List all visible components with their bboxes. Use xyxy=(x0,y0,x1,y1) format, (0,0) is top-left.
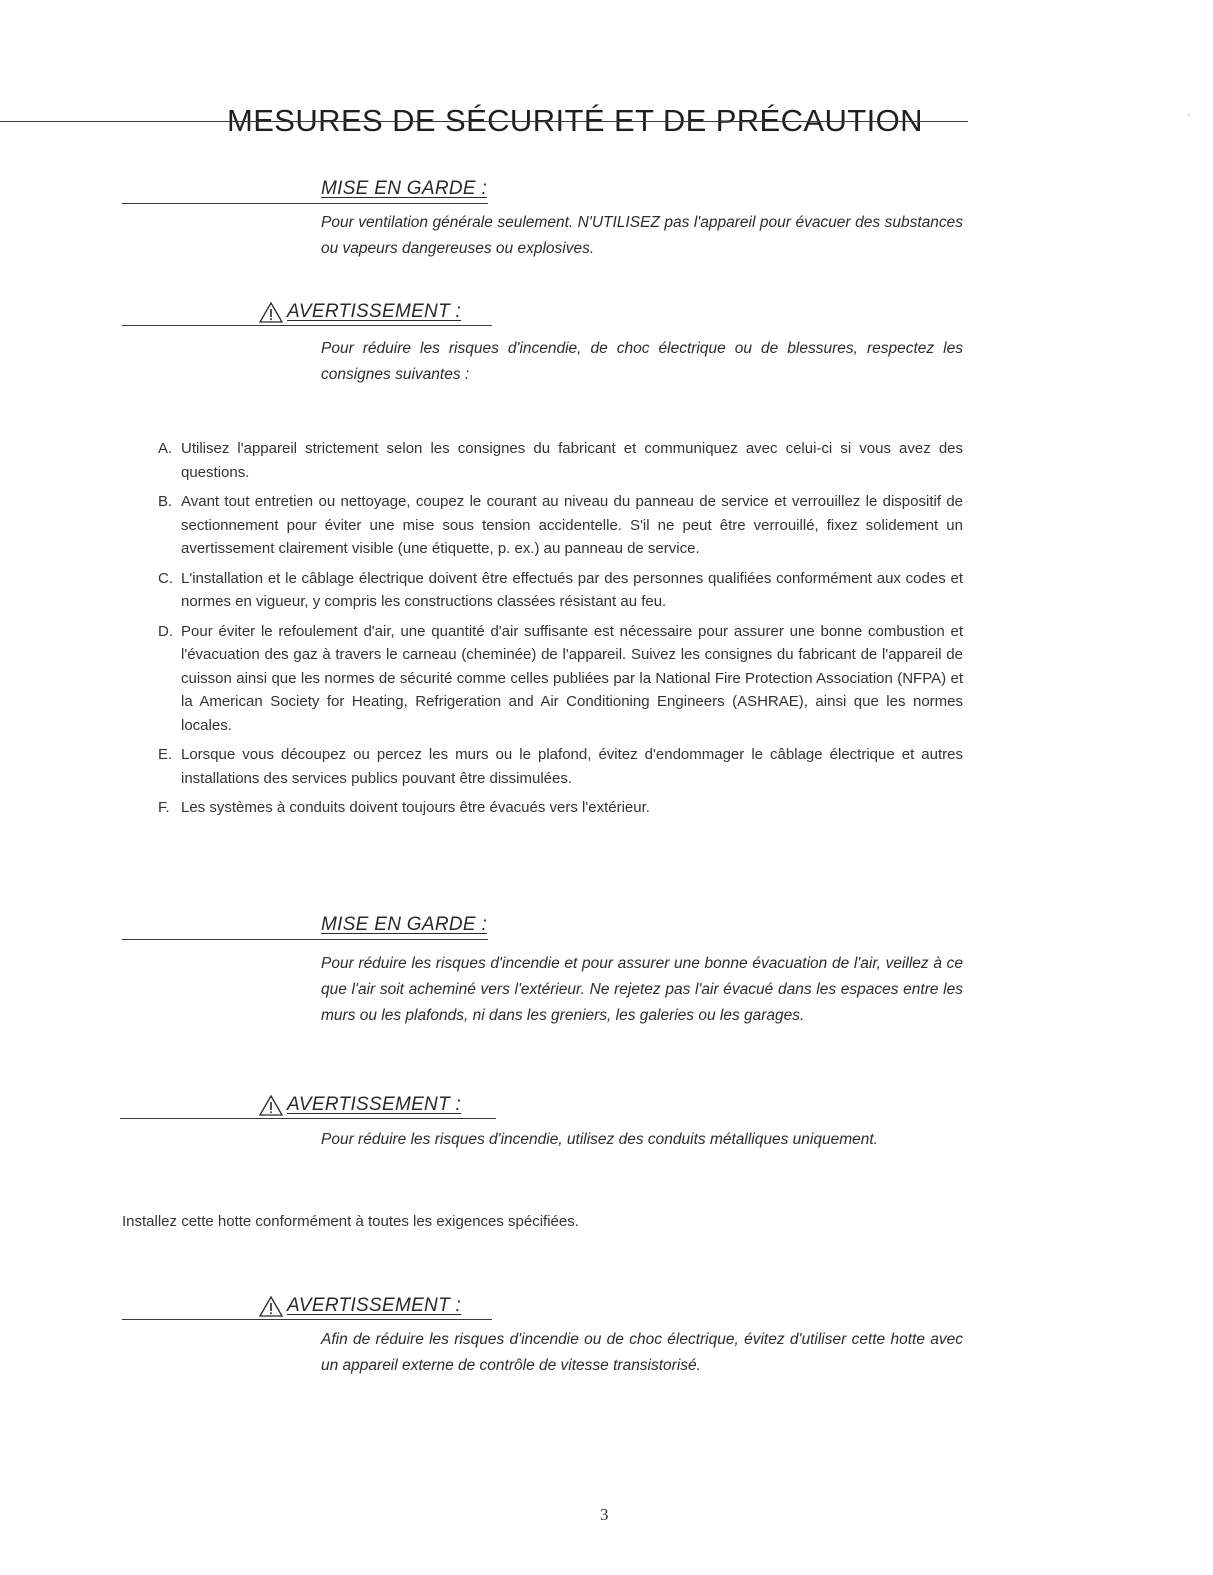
list-item-text: Utilisez l'appareil strictement selon les consignes du fabricant et communiquez avec celui-ci si vous avez des questions. xyxy=(181,440,963,481)
page-number: 3 xyxy=(600,1505,609,1524)
list-item-letter: B. xyxy=(158,493,173,510)
list-item xyxy=(155,490,963,561)
list-item-letter: D. xyxy=(158,622,173,640)
list-item-text: Lorsque vous découpez ou percez les murs ou le plafond, évitez d'endommager le câblage électrique et autres installations des services publics pouvant être dissimulées. xyxy=(181,746,963,787)
warning-triangle-icon xyxy=(259,302,283,323)
caution-heading: MISE EN GARDE : xyxy=(321,914,488,935)
instruction-list xyxy=(155,437,963,826)
caution-text: Pour ventilation générale seulement. N'UTILISEZ pas l'appareil pour évacuer des substances ou vapeurs dangereuses ou explosives. xyxy=(321,214,963,257)
scan-mark: ' xyxy=(1188,112,1190,122)
list-item-text: Les systèmes à conduits doivent toujours être évacués vers l'extérieur. xyxy=(181,799,650,816)
list-item-letter: A. xyxy=(158,440,173,457)
list-item-letter: F. xyxy=(158,799,170,816)
warning-heading: AVERTISSEMENT : xyxy=(287,1094,462,1115)
notice-rule xyxy=(122,1319,492,1320)
list-item xyxy=(155,437,963,484)
warning-heading: AVERTISSEMENT : xyxy=(287,301,462,322)
warning-heading: AVERTISSEMENT : xyxy=(287,1295,462,1316)
install-note: Installez cette hotte conformément à toutes les exigences spécifiées. xyxy=(122,1213,579,1230)
warning-text: Pour réduire les risques d'incendie, de choc électrique ou de blessures, respectez les consignes suivantes : xyxy=(321,340,963,383)
notice-rule xyxy=(122,203,488,204)
list-item xyxy=(155,796,963,820)
warning-triangle-icon xyxy=(259,1296,283,1317)
notice-rule xyxy=(120,1118,496,1119)
caution-heading: MISE EN GARDE : xyxy=(321,178,488,199)
list-item-text: Pour éviter le refoulement d'air, une quantité d'air suffisante est nécessaire pour assurer une bonne combustion et l'évacuation des gaz à travers le carneau (cheminée) de l'appareil. Suivez les consignes du fabricant de l'appareil de cuisson ainsi que les normes de sécurité comme celles publiées par la National Fire Protection Association (NFPA) et la American Society for Heating, Refrigeration and Air Conditioning Engineers (ASHRAE), ainsi que les normes locales. xyxy=(181,622,963,734)
warning-text: Afin de réduire les risques d'incendie ou de choc électrique, évitez d'utiliser cette hotte avec un appareil externe de contrôle de vitesse transistorisé. xyxy=(321,1331,963,1374)
list-item-letter: E. xyxy=(158,746,173,763)
list-item-text: Avant tout entretien ou nettoyage, coupez le courant au niveau du panneau de service et verrouillez le dispositif de sectionnement pour éviter une mise sous tension accidentelle. S'il ne peut être verrouillé, fixez solidement un avertissement clairement visible (une étiquette, p. ex.) au panneau de service. xyxy=(181,493,963,557)
title-underline xyxy=(0,121,968,122)
list-item xyxy=(155,567,963,614)
page-title: MESURES DE SÉCURITÉ ET DE PRÉCAUTION xyxy=(227,102,923,138)
list-item xyxy=(155,743,963,790)
warning-text: Pour réduire les risques d'incendie, utilisez des conduits métalliques uniquement. xyxy=(321,1131,878,1148)
list-item-text: L'installation et le câblage électrique doivent être effectués par des personnes qualifiées conformément aux codes et normes en vigueur, y compris les constructions classées résistant au feu. xyxy=(181,569,963,610)
caution-text: Pour réduire les risques d'incendie et pour assurer une bonne évacuation de l'air, veillez à ce que l'air soit acheminé vers l'extérieur. Ne rejetez pas l'air évacué dans les espaces entre les murs ou les plafonds, ni dans les greniers, les galeries ou les garages. xyxy=(321,955,963,1024)
list-item-letter: C. xyxy=(158,569,173,587)
notice-rule xyxy=(122,939,488,940)
notice-rule xyxy=(122,325,492,326)
warning-triangle-icon xyxy=(259,1095,283,1116)
list-item xyxy=(155,620,963,738)
